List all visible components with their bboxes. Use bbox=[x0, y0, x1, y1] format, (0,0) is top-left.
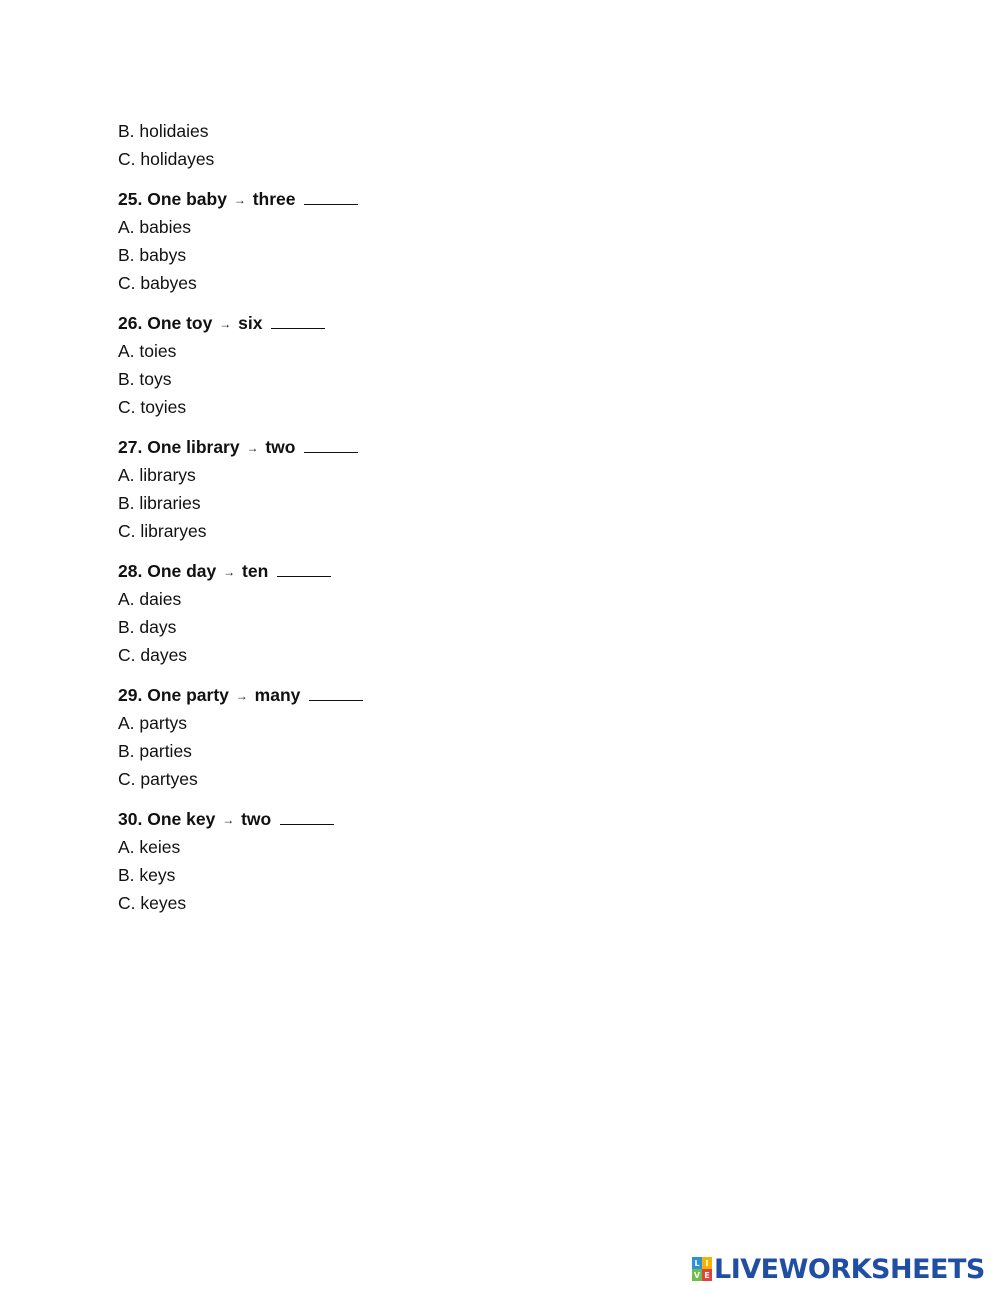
question-27 bbox=[118, 433, 818, 545]
answer-option[interactable]: C. toyies bbox=[118, 397, 187, 417]
question-24-tail bbox=[118, 117, 818, 173]
question-28 bbox=[118, 557, 818, 669]
liveworksheets-logo bbox=[692, 1254, 985, 1284]
arrow-icon: → bbox=[246, 441, 259, 455]
arrow-icon: → bbox=[219, 317, 232, 331]
answer-blank[interactable] bbox=[304, 438, 358, 453]
question-prompt bbox=[118, 309, 818, 337]
answer-option[interactable]: C. partyes bbox=[118, 769, 198, 789]
answer-option[interactable]: C. libraryes bbox=[118, 521, 207, 541]
question-prompt bbox=[118, 681, 818, 709]
answer-option[interactable]: A. keies bbox=[118, 837, 181, 857]
question-29 bbox=[118, 681, 818, 793]
answer-option[interactable]: A. librarys bbox=[118, 465, 196, 485]
arrow-icon: → bbox=[233, 193, 246, 207]
answer-blank[interactable] bbox=[309, 686, 363, 701]
worksheet-content bbox=[118, 117, 818, 917]
prompt-quantity: three bbox=[252, 189, 296, 209]
prompt-singular: One toy bbox=[147, 313, 213, 333]
question-prompt bbox=[118, 805, 818, 833]
prompt-quantity: two bbox=[265, 437, 296, 457]
answer-option[interactable]: C. dayes bbox=[118, 645, 188, 665]
question-number: 27. bbox=[118, 437, 143, 457]
logo-mark-icon bbox=[692, 1257, 712, 1281]
answer-option[interactable]: B. holidaies bbox=[118, 121, 209, 141]
answer-option[interactable]: C. keyes bbox=[118, 893, 187, 913]
prompt-quantity: ten bbox=[242, 561, 269, 581]
answer-option[interactable]: B. libraries bbox=[118, 493, 201, 513]
answer-option[interactable]: A. partys bbox=[118, 713, 188, 733]
prompt-singular: One party bbox=[147, 685, 229, 705]
question-number: 26. bbox=[118, 313, 143, 333]
answer-option[interactable]: A. babies bbox=[118, 217, 191, 237]
question-prompt bbox=[118, 433, 818, 461]
arrow-icon: → bbox=[223, 565, 236, 579]
answer-blank[interactable] bbox=[271, 314, 325, 329]
answer-option[interactable]: B. babys bbox=[118, 245, 187, 265]
logo-tile: E bbox=[702, 1269, 712, 1281]
answer-option[interactable]: A. daies bbox=[118, 589, 182, 609]
answer-blank[interactable] bbox=[277, 562, 331, 577]
prompt-singular: One day bbox=[147, 561, 217, 581]
answer-option[interactable]: B. days bbox=[118, 617, 177, 637]
prompt-quantity: two bbox=[241, 809, 272, 829]
prompt-singular: One baby bbox=[147, 189, 227, 209]
answer-option[interactable]: C. babyes bbox=[118, 273, 197, 293]
logo-tile: V bbox=[693, 1270, 701, 1280]
question-number: 29. bbox=[118, 685, 143, 705]
arrow-icon: → bbox=[235, 689, 248, 703]
question-number: 25. bbox=[118, 189, 143, 209]
prompt-quantity: many bbox=[254, 685, 301, 705]
prompt-singular: One key bbox=[147, 809, 216, 829]
question-number: 28. bbox=[118, 561, 143, 581]
answer-blank[interactable] bbox=[304, 190, 358, 205]
question-number: 30. bbox=[118, 809, 143, 829]
question-prompt bbox=[118, 557, 818, 585]
arrow-icon: → bbox=[222, 813, 235, 827]
answer-option[interactable]: A. toies bbox=[118, 341, 177, 361]
brand-name: LIVEWORKSHEETS bbox=[714, 1253, 985, 1285]
question-26 bbox=[118, 309, 818, 421]
answer-blank[interactable] bbox=[280, 810, 334, 825]
question-25 bbox=[118, 185, 818, 297]
answer-option[interactable]: B. keys bbox=[118, 865, 176, 885]
answer-option[interactable]: B. parties bbox=[118, 741, 192, 761]
prompt-singular: One library bbox=[147, 437, 240, 457]
logo-tile: L bbox=[692, 1257, 702, 1269]
logo-tile: I bbox=[702, 1257, 712, 1269]
answer-option[interactable]: C. holidayes bbox=[118, 149, 215, 169]
answer-option[interactable]: B. toys bbox=[118, 369, 172, 389]
prompt-quantity: six bbox=[238, 313, 263, 333]
question-prompt bbox=[118, 185, 818, 213]
question-30 bbox=[118, 805, 818, 917]
